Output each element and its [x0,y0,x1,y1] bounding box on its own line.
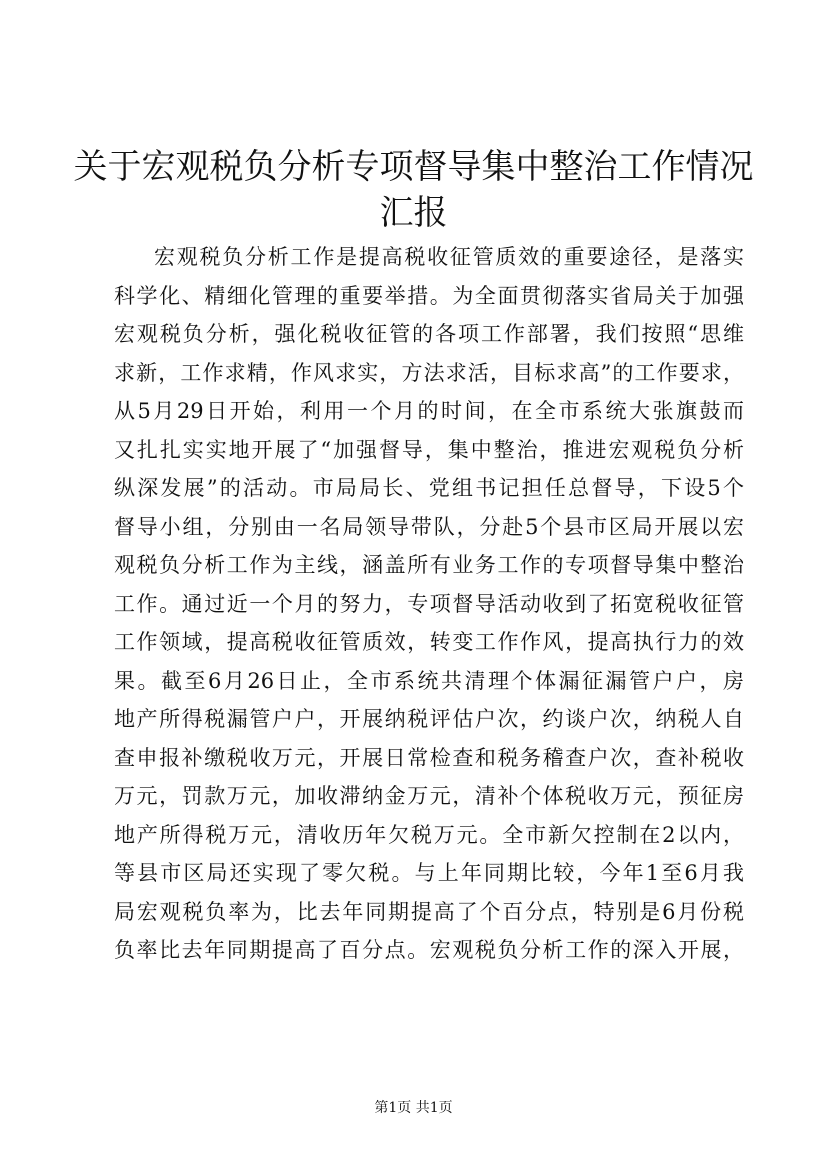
page-footer [0,1098,827,1118]
title-line-1: 关于宏观税负分析专项督导集中整治工作情况 [73,147,754,187]
body-line: 等县市区局还实现了零欠税。与上年同期比较，今年1至6月我 [114,861,744,885]
body-line: 果。截至6月26日止，全市系统共清理个体漏征漏管户户，房 [114,668,744,693]
body-line: 督导小组，分别由一名局领导带队，分赴5个县市区局开展以宏 [114,514,744,539]
body-line: 求新，工作求精，作风求实，方法求活，目标求高”的工作要求， [114,360,744,385]
body-line: 负率比去年同期提高了百分点。宏观税负分析工作的深入开展， [114,938,744,962]
title-line-2: 汇报 [379,193,448,233]
page-number: 第1页 共1页 [374,1100,453,1116]
body-line: 地产所得税万元，清收历年欠税万元。全市新欠控制在2以内， [114,822,744,847]
body-line: 工作领域，提高税收征管质效，转变工作作风，提高执行力的效 [114,630,744,654]
body-line: 地产所得税漏管户户，开展纳税评估户次，约谈户次，纳税人自 [114,707,744,731]
body-line: 从5月29日开始，利用一个月的时间，在全市系统大张旗鼓而 [114,399,744,423]
body-line: 科学化、精细化管理的重要举措。为全面贯彻落实省局关于加强 [114,283,744,308]
body-line: 局宏观税负率为，比去年同期提高了个百分点，特别是6月份税 [114,899,744,924]
body-line: 工作。通过近一个月的努力，专项督导活动收到了拓宽税收征管 [114,591,744,616]
body-line: 宏观税负分析工作是提高税收征管质效的重要途径，是落实 [154,245,744,269]
body-line: 万元，罚款万元，加收滞纳金万元，清补个体税收万元，预征房 [114,784,744,808]
document-body [114,238,744,970]
body-line: 查申报补缴税收万元，开展日常检查和税务稽查户次，查补税收 [114,745,744,770]
body-line: 观税负分析工作为主线，涵盖所有业务工作的专项督导集中整治 [114,553,744,577]
body-line: 纵深发展”的活动。市局局长、党组书记担任总督导，下设5个 [114,476,744,500]
body-line: 宏观税负分析，强化税收征管的各项工作部署，我们按照“思维 [114,322,744,346]
body-line: 又扎扎实实地开展了“加强督导，集中整治，推进宏观税负分析 [114,437,744,462]
document-title [60,144,767,236]
